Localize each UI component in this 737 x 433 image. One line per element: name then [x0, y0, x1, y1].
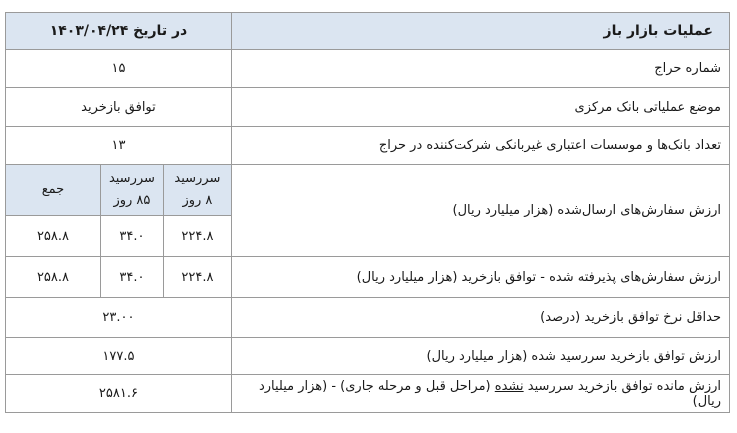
- matured-label: ارزش توافق بازخرید سررسید شده (هزار میلیارد ریال): [231, 338, 729, 375]
- col-8-day-line2: ۸ روز: [182, 193, 213, 208]
- auction-number-value: ۱۵: [6, 50, 232, 88]
- min-rate-value: ۲۳.۰۰: [6, 298, 232, 338]
- table-title: عملیات بازار باز: [231, 13, 729, 50]
- open-market-operations-table: [5, 12, 730, 413]
- table-row-participants: [6, 127, 730, 165]
- table-row-min-rate: [6, 298, 730, 338]
- report-date: در تاریخ ۱۴۰۳/۰۴/۲۴: [6, 13, 232, 50]
- cb-position-value: توافق بازخرید: [6, 88, 232, 127]
- outstanding-label-underlined: نشده: [494, 378, 524, 394]
- accepted-85-day-value: ۳۴.۰: [100, 257, 163, 298]
- col-85-day-header: [100, 165, 163, 216]
- table-row-submitted-header: [6, 165, 730, 216]
- table-header-row: [6, 13, 730, 50]
- outstanding-label-part2: (مراحل قبل و مرحله جاری) - (هزار میلیارد ریال): [258, 378, 721, 409]
- table-row-matured: [6, 338, 730, 375]
- outstanding-label: [231, 375, 729, 413]
- outstanding-value: ۲۵۸۱.۶: [6, 375, 232, 413]
- table-row-auction-number: [6, 50, 730, 88]
- outstanding-label-part1: ارزش مانده توافق بازخرید سررسید: [523, 378, 721, 394]
- table-row-outstanding: [6, 375, 730, 413]
- col-8-day-line1: سررسید: [174, 171, 221, 186]
- submitted-85-day-value: ۳۴.۰: [100, 216, 163, 257]
- min-rate-label: حداقل نرخ توافق بازخرید (درصد): [231, 298, 729, 338]
- submitted-label: ارزش سفارش‌های ارسال‌شده (هزار میلیارد ریال): [231, 165, 729, 257]
- accepted-label: ارزش سفارش‌های پذیرفته شده - توافق بازخرید (هزار میلیارد ریال): [231, 257, 729, 298]
- col-8-day-header: [163, 165, 231, 216]
- table-row-accepted: [6, 257, 730, 298]
- submitted-total-value: ۲۵۸.۸: [6, 216, 101, 257]
- auction-number-label: شماره حراج: [231, 50, 729, 88]
- cb-position-label: موضع عملیاتی بانک مرکزی: [231, 88, 729, 127]
- table-row-cb-position: [6, 88, 730, 127]
- accepted-8-day-value: ۲۲۴.۸: [163, 257, 231, 298]
- submitted-8-day-value: ۲۲۴.۸: [163, 216, 231, 257]
- matured-value: ۱۷۷.۵: [6, 338, 232, 375]
- accepted-total-value: ۲۵۸.۸: [6, 257, 101, 298]
- participants-label: تعداد بانک‌ها و موسسات اعتباری غیربانکی شرکت‌کننده در حراج: [231, 127, 729, 165]
- col-85-day-line2: ۸۵ روز: [113, 193, 151, 208]
- participants-value: ۱۳: [6, 127, 232, 165]
- col-total-header: جمع: [6, 165, 101, 216]
- col-85-day-line1: سررسید: [108, 171, 155, 186]
